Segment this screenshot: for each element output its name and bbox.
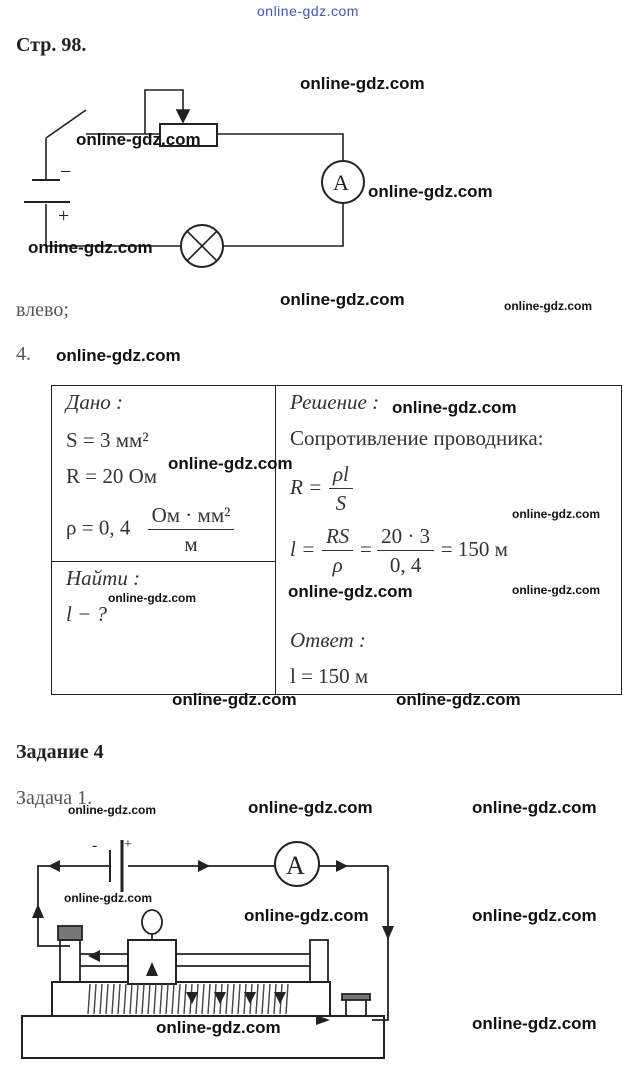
watermark: online-gdz.com	[28, 238, 153, 257]
given-rho	[66, 501, 234, 558]
given-title: Дано :	[66, 390, 124, 414]
watermark: online-gdz.com	[64, 891, 152, 905]
arrow-coil-3	[244, 992, 256, 1004]
length-result: = 150 м	[440, 537, 508, 561]
section-title: Задание 4	[16, 741, 104, 763]
formula-denominator: S	[335, 491, 347, 515]
watermark: online-gdz.com	[392, 398, 517, 417]
watermark: online-gdz.com	[56, 346, 181, 365]
watermark: online-gdz.com	[248, 798, 373, 817]
watermark: online-gdz.com	[512, 583, 600, 597]
battery2-minus: -	[92, 837, 98, 854]
watermark: online-gdz.com	[288, 582, 413, 601]
watermark: online-gdz.com	[168, 454, 293, 473]
battery-plus: +	[58, 205, 70, 227]
watermark: online-gdz.com	[280, 290, 405, 309]
arrow-left-top	[48, 860, 60, 872]
answer-title: Ответ :	[290, 628, 366, 652]
rho-unit-numerator: Ом · мм²	[148, 501, 235, 530]
rheostat-slider-arrow	[177, 110, 189, 122]
solution-cell	[276, 386, 622, 695]
watermark: online-gdz.com	[300, 74, 425, 93]
arrow-coil-4	[274, 992, 286, 1004]
ammeter2-label: A	[286, 851, 305, 880]
top-watermark: online-gdz.com	[257, 3, 359, 19]
watermark: online-gdz.com	[512, 507, 600, 521]
watermark: online-gdz.com	[472, 798, 597, 817]
formula-lhs: R =	[290, 475, 323, 499]
watermark: online-gdz.com	[244, 906, 369, 925]
watermark: online-gdz.com	[68, 803, 156, 817]
battery-minus: −	[60, 161, 72, 183]
resistance-formula	[290, 460, 353, 517]
length-lhs: l =	[290, 537, 316, 561]
given-r: R = 20 Ом	[66, 464, 158, 488]
page-heading: Стр. 98.	[16, 34, 87, 56]
rho-unit-fraction	[148, 501, 235, 558]
watermark: online-gdz.com	[396, 690, 521, 709]
arrow-left-rail	[88, 950, 100, 962]
watermark: online-gdz.com	[504, 299, 592, 313]
length-formula: l = $\frac{RS}{\rho}$ = $\frac{20 \cdot 3}{0, 4}$ = 150 м	[290, 524, 508, 577]
solution-table	[51, 385, 622, 695]
answer-line: l = 150 м	[290, 664, 369, 688]
battery2-plus: +	[124, 837, 132, 852]
watermark: online-gdz.com	[172, 690, 297, 709]
arrow-up-left	[32, 904, 44, 918]
given-rho-value: ρ = 0, 4	[66, 515, 131, 540]
arrow-coil-2	[214, 992, 226, 1004]
arrow-right-top	[198, 860, 210, 872]
task-title: Задача 1.	[16, 787, 93, 809]
watermark: online-gdz.com	[368, 182, 493, 201]
length-fraction-2: $\frac{20 \cdot 3}{0, 4}$	[377, 522, 434, 579]
arrow-right-top-2	[336, 860, 348, 872]
find-cell	[52, 562, 276, 695]
find-line: l − ?	[66, 602, 108, 626]
watermark: online-gdz.com	[76, 130, 201, 149]
watermark: online-gdz.com	[156, 1018, 281, 1037]
length-fraction-1: $\frac{RS}{\rho}$	[322, 522, 353, 579]
solution-intro: Сопротивление проводника:	[290, 426, 544, 450]
rho-unit-denominator: м	[184, 532, 198, 556]
find-title: Найти :	[66, 566, 141, 590]
solution-title: Решение :	[290, 390, 380, 414]
watermark: online-gdz.com	[472, 906, 597, 925]
ammeter-label: A	[333, 170, 349, 195]
direction-text: влево;	[16, 299, 69, 321]
watermark: online-gdz.com	[472, 1014, 597, 1033]
formula-fraction	[329, 460, 353, 517]
watermark: online-gdz.com	[108, 591, 196, 605]
given-s: S = 3 мм²	[66, 428, 149, 452]
formula-numerator: ρl	[329, 460, 353, 489]
arrow-down-right	[382, 926, 394, 940]
problem-number: 4.	[16, 343, 31, 365]
